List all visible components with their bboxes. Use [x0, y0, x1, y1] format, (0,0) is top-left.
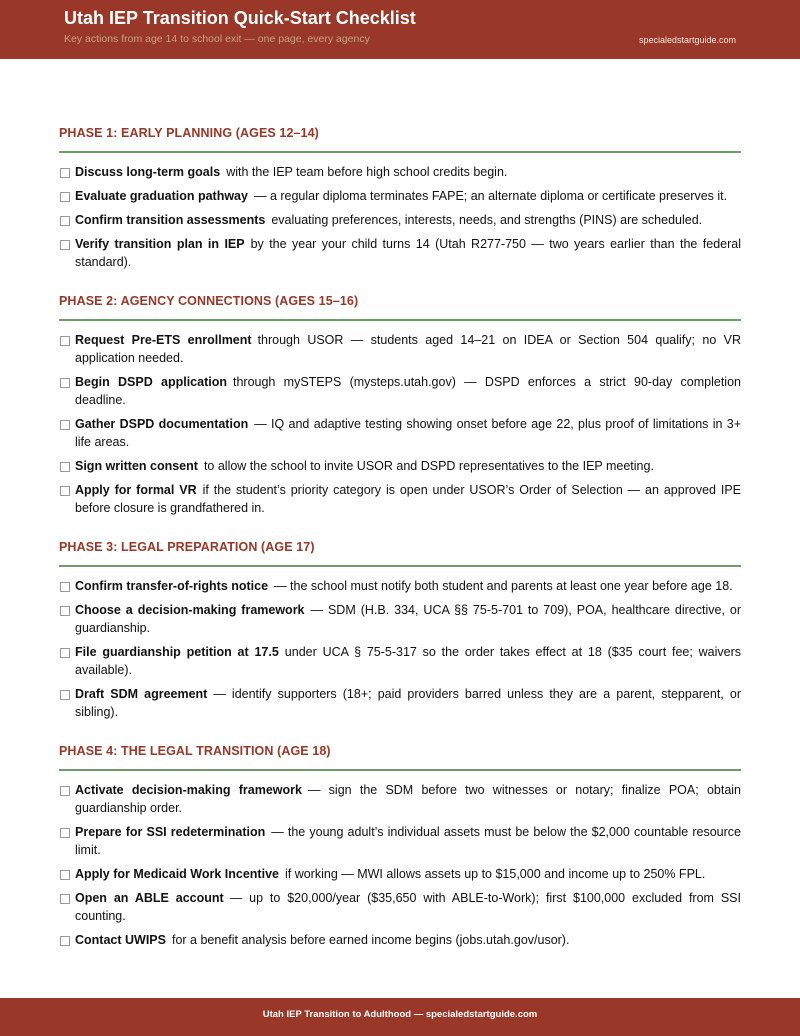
checklist-item-title: Apply for formal VR [75, 483, 197, 497]
checklist-item [59, 685, 741, 721]
page-footer [0, 998, 800, 1036]
checkbox-icon[interactable] [60, 216, 70, 226]
checkbox-icon[interactable] [60, 420, 70, 430]
checklist-item-title: File guardianship petition at 17.5 [75, 645, 279, 659]
checkbox-icon[interactable] [60, 690, 70, 700]
checkbox-icon[interactable] [60, 378, 70, 388]
checklist-item-text: — IQ and adaptive testing showing onset before age 22, plus proof of limitations in 3+ life areas. [75, 417, 742, 449]
checklist-item-title: Discuss long-term goals [75, 165, 221, 179]
phase-section [59, 531, 741, 721]
checklist-item [59, 577, 741, 595]
checklist-content [59, 117, 741, 955]
checklist-item-text: if working — MWI allows assets up to $15,000 and income up to 250% FPL. [284, 867, 706, 881]
checklist-item [59, 601, 741, 637]
checklist-item-title: Evaluate graduation pathway [75, 189, 248, 203]
checklist-item-title: Activate decision-making framework [75, 783, 302, 797]
checklist-item-text: — SDM (H.B. 334, UCA §§ 75-5-701 to 709), POA, healthcare directive, or guardianship. [75, 603, 741, 635]
checkbox-icon[interactable] [60, 606, 70, 616]
phase-title: PHASE 3: LEGAL PREPARATION (AGE 17) [59, 540, 315, 554]
checklist-item-text: — a regular diploma terminates FAPE; an alternate diploma or certificate preserves it. [253, 189, 728, 203]
checklist-item-text: — the young adult’s individual assets must be below the $2,000 countable resource limit. [75, 825, 741, 857]
checkbox-icon[interactable] [60, 894, 70, 904]
checklist-item [59, 415, 741, 451]
checklist-item-title: Choose a decision-making framework [75, 603, 305, 617]
checklist-item-title: Gather DSPD documentation [75, 417, 249, 431]
checklist-item-text: with the IEP team before high school credits begin. [226, 165, 508, 179]
page-subtitle: Key actions from age 14 to school exit — one page, every agency [64, 33, 370, 45]
checklist-item [59, 865, 741, 883]
checklist-item [59, 457, 741, 475]
header-url: specialedstartguide.com [638, 35, 736, 45]
phase-section [59, 285, 741, 517]
checklist-item-title: Confirm transfer-of-rights notice [75, 579, 269, 593]
checklist-item [59, 823, 741, 859]
checkbox-icon[interactable] [60, 870, 70, 880]
checkbox-icon[interactable] [60, 336, 70, 346]
checklist-item-text: — identify supporters (18+; paid providers barred unless they are a parent, stepparent, or sibling). [75, 687, 741, 719]
checkbox-icon[interactable] [60, 168, 70, 178]
checklist-item-title: Request Pre-ETS enrollment [75, 333, 252, 347]
footer-text: Utah IEP Transition to Adulthood — specialedstartguide.com [262, 1009, 538, 1020]
phase-title: PHASE 4: THE LEGAL TRANSITION (AGE 18) [59, 744, 331, 758]
checklist-item-title: Verify transition plan in IEP [75, 237, 245, 251]
phase-section [59, 735, 741, 949]
checkbox-icon[interactable] [60, 462, 70, 472]
checklist-item-text: to allow the school to invite USOR and DSPD representatives to the IEP meeting. [203, 459, 654, 473]
checklist-item [59, 889, 741, 925]
checklist-item-text: through mySTEPS (mysteps.utah.gov) — DSPD enforces a strict 90-day completion deadline. [75, 375, 741, 407]
checklist-item-text: — up to $20,000/year ($35,650 with ABLE-to-Work); first $100,000 excluded from SSI counting. [75, 891, 741, 923]
checklist-item-title: Contact UWIPS [75, 933, 166, 947]
phase-section [59, 117, 741, 271]
checklist-item-title: Apply for Medicaid Work Incentive [75, 867, 279, 881]
phase-title: PHASE 2: AGENCY CONNECTIONS (AGES 15–16) [59, 294, 359, 308]
checklist-item-title: Confirm transition assessments [75, 213, 266, 227]
checklist-item [59, 643, 741, 679]
checklist-item [59, 373, 741, 409]
checklist-item [59, 931, 741, 949]
checkbox-icon[interactable] [60, 936, 70, 946]
checklist-item [59, 331, 741, 367]
checkbox-icon[interactable] [60, 582, 70, 592]
checkbox-icon[interactable] [60, 786, 70, 796]
page-header [0, 0, 800, 59]
checklist-item [59, 235, 741, 271]
phase-divider [59, 151, 741, 153]
checklist-item [59, 481, 741, 517]
checklist-item-text: for a benefit analysis before earned income begins (jobs.utah.gov/usor). [171, 933, 570, 947]
checklist-item-text: under UCA § 75-5-317 so the order takes effect at 18 ($35 court fee; waivers available). [75, 645, 741, 677]
checklist-item-text: if the student’s priority category is open under USOR’s Order of Selection — an approved IPE before closure is grandfathered in. [75, 483, 742, 515]
checkbox-icon[interactable] [60, 828, 70, 838]
checklist-item [59, 187, 741, 205]
phase-divider [59, 565, 741, 567]
checklist-item-text: through USOR — students aged 14–21 on IDEA or Section 504 qualify; no VR application needed. [75, 333, 741, 365]
checklist-item-title: Sign written consent [75, 459, 198, 473]
phase-divider [59, 769, 741, 771]
checkbox-icon[interactable] [60, 240, 70, 250]
phase-divider [59, 319, 741, 321]
checkbox-icon[interactable] [60, 486, 70, 496]
checklist-item [59, 781, 741, 817]
checklist-item-title: Begin DSPD application [75, 375, 227, 389]
checklist-item-text: — sign the SDM before two witnesses or notary; finalize POA; obtain guardianship order. [75, 783, 742, 815]
checklist-item-text: — the school must notify both student and parents at least one year before age 18. [274, 579, 733, 593]
checklist-item-title: Prepare for SSI redetermination [75, 825, 266, 839]
checklist-item [59, 163, 741, 181]
page-title: Utah IEP Transition Quick-Start Checklist [64, 8, 416, 28]
phase-title: PHASE 1: EARLY PLANNING (AGES 12–14) [59, 126, 319, 140]
checklist-item-title: Draft SDM agreement [75, 687, 208, 701]
checkbox-icon[interactable] [60, 192, 70, 202]
checklist-item-title: Open an ABLE account [75, 891, 224, 905]
checklist-item-text: by the year your child turns 14 (Utah R277-750 — two years earlier than the federal standard). [75, 237, 741, 269]
checklist-item-text: evaluating preferences, interests, needs, and strengths (PINS) are scheduled. [271, 213, 703, 227]
checkbox-icon[interactable] [60, 648, 70, 658]
checklist-item [59, 211, 741, 229]
